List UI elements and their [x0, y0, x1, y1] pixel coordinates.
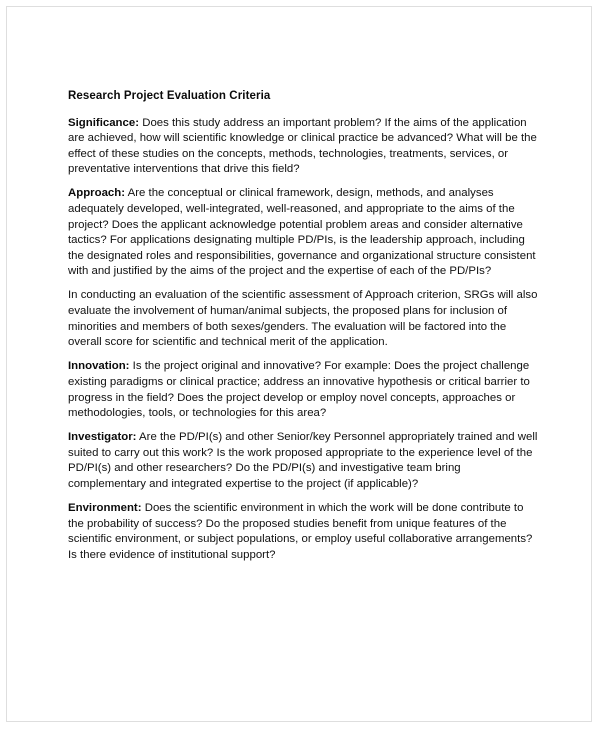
paragraph-text-innovation: Is the project original and innovative? For example: Does the project challenge existing paradigms or clinical practice; address an innovative hypothesis or critical barrier to progress in the field? Does the project develop or employ novel concepts, approaches or methodologies, tools, or technologies for this area? — [68, 360, 530, 420]
document-body — [68, 89, 538, 563]
paragraph-lead-innovation: Innovation: — [68, 360, 130, 373]
paragraph-investigator — [68, 430, 538, 492]
paragraph-significance — [68, 116, 538, 178]
paragraph-text-significance: Does this study address an important problem? If the aims of the application are achieved, how will scientific knowledge or clinical practice be advanced? What will be the effect of these studies on the concepts, methods, technologies, treatments, services, or preventative interventions that drive this field? — [68, 116, 537, 176]
document-page — [6, 6, 592, 722]
page-title: Research Project Evaluation Criteria — [68, 90, 271, 102]
paragraph-innovation — [68, 359, 538, 421]
paragraph-text-environment: Does the scientific environment in which the work will be done contribute to the probability of success? Do the proposed studies benefit from unique features of the scientific environment, or subject populations, or employ useful collaborative arrangements? Is there evidence of institutional support? — [68, 502, 533, 561]
paragraph-text-investigator: Are the PD/PI(s) and other Senior/key Personnel appropriately trained and well suited to carry out this work? Is the work proposed appropriate to the experience level of the PD/PI(s) and other researchers? Do the PD/PI(s) and investigative team bring complementary and integrated expertise to the project (if applicable)? — [68, 431, 538, 490]
paragraph-srg-evaluation — [68, 288, 538, 350]
paragraph-approach — [68, 186, 538, 280]
paragraph-lead-approach: Approach: — [68, 187, 126, 200]
paragraph-text-approach: Are the conceptual or clinical framework, design, methods, and analyses adequately developed, well-integrated, well-reasoned, and appropriate to the aims of the project? Does the applicant acknowledge potential problem areas and consider alternative tactics? For applications designating multiple PD/PIs, is the leadership approach, including the designated roles and responsibilities, governance and organizational structure consistent with and justified by the aims of the project and the expertise of each of the PD/PIs? — [68, 187, 536, 278]
paragraph-environment — [68, 501, 538, 563]
paragraph-lead-investigator: Investigator: — [68, 431, 137, 444]
paragraph-lead-significance: Significance: — [68, 116, 140, 129]
paragraph-text-srg-evaluation: In conducting an evaluation of the scientific assessment of Approach criterion, SRGs will also evaluate the involvement of human/animal subjects, the proposed plans for inclusion of minorities and members of both sexes/genders. The evaluation will be factored into the overall score for scientific and technical merit of the application. — [68, 289, 538, 349]
paragraph-lead-environment: Environment: — [68, 502, 142, 515]
